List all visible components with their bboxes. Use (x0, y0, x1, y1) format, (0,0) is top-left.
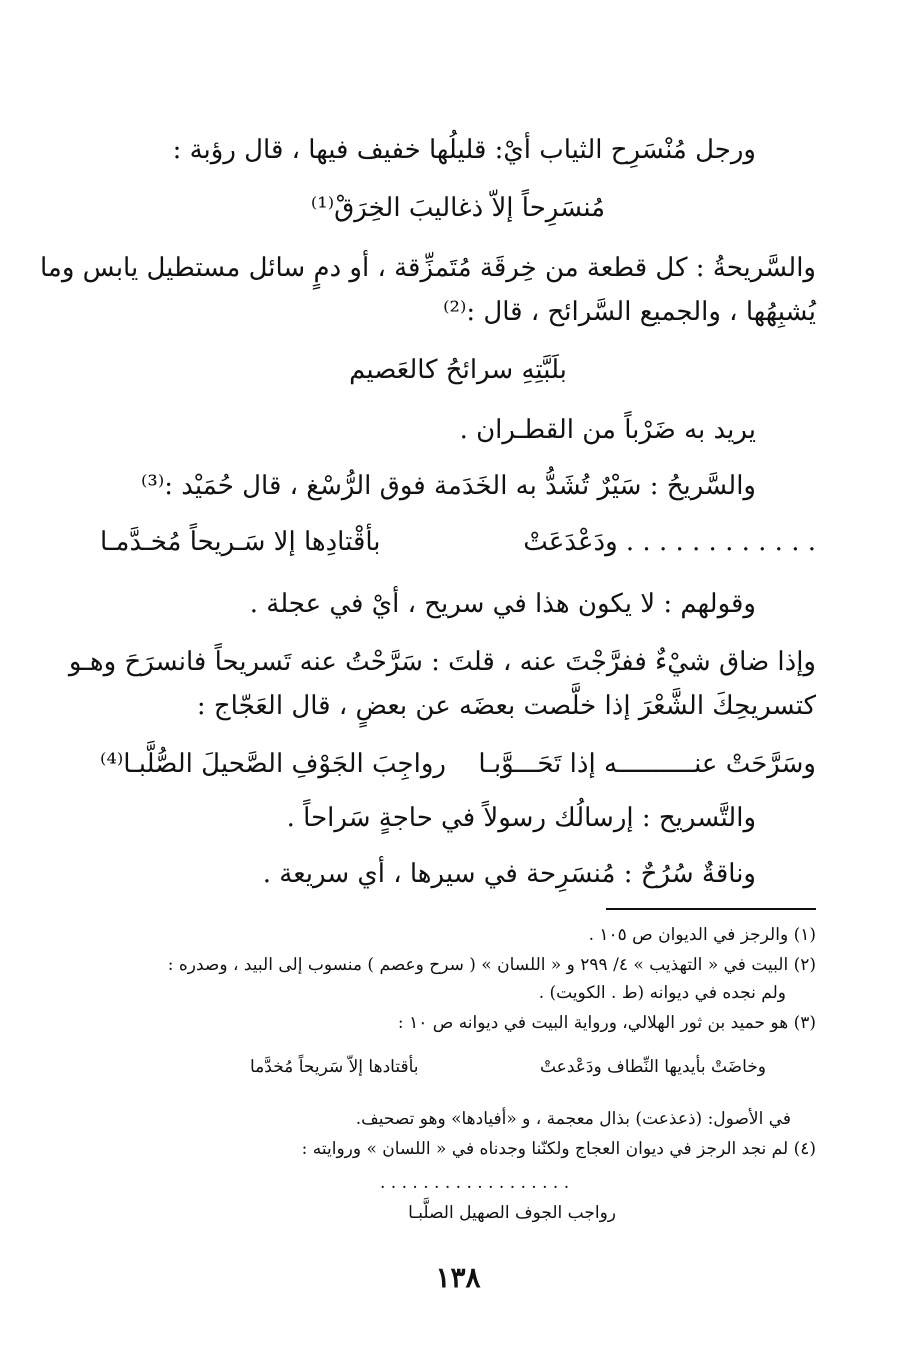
paragraph-tasrih-line-2: كتسريحِكَ الشَّعْرَ إذا خلَّصت بعضَه عن بعضٍ ، قال العَجّاج : (196, 691, 816, 721)
footnote-3-verse-left: بأقتادها إلاّ سَريحاً مُخدَّما (250, 1057, 419, 1077)
footnote-2-line-1: (٢) البيت في « التهذيب » ٤/ ٢٩٩ و « اللسان » ( سرح وعصم ) منسوب إلى البيد ، وصدره : (167, 955, 816, 975)
footnote-4: (٤) لم نجد الرجز في ديوان العجاج ولكنّنا وجدناه في « اللسان » وروايته : (301, 1139, 816, 1159)
verse-ajjaj-left: رواجِبَ الجَوْفِ الصَّحيلَ الصُّلَّبـا⁽⁴⁾ (100, 749, 446, 779)
verse-ajjaj (100, 746, 816, 782)
paragraph-irsal: والتَّسريح : إرسالُك رسولاً في حاجةٍ سَراحاً . (286, 803, 756, 833)
verse-humaid-left: بأقْتادِها إلا سَـريحاً مُخـدَّمـا (100, 527, 381, 557)
verse-sarai-h: بلَبَّتِهِ سرائحُ كالعَصيم (349, 355, 567, 385)
footnote-3-verse (250, 1054, 766, 1080)
paragraph-ajala: وقولهم : لا يكون هذا في سريح ، أيْ في عجلة . (249, 589, 756, 619)
verse-ruba: مُنسَرِحاً إلاّ ذغاليبَ الخِرَقْ⁽¹⁾ (310, 193, 606, 223)
paragraph-tasrih-line-1: وإذا ضاق شيْءٌ ففرَّجْتَ عنه ، قلتَ : سَرَّحْتُ عنه تَسريحاً فانسرَحَ وهـو (68, 647, 816, 677)
paragraph-rajul-munsarih: ورجل مُنْسَرِح الثياب أيْ: قليلُها خفيف فيها ، قال رؤبة : (172, 135, 756, 165)
verse-ajjaj-right: وسَرَّحَتْ عنــــــــــه إذا تَحَـــوَّبـا (478, 749, 816, 779)
footnote-4-dots: . . . . . . . . . . . . . . . . . . (380, 1173, 570, 1193)
footnote-3: (٣) هو حميد بن ثور الهلالي، ورواية البيت في ديوانه ص ١٠ : (397, 1013, 816, 1033)
footnote-4-verse: رواجب الجوف الصهيل الصلَّبـا (408, 1203, 616, 1223)
paragraph-naqa: وناقةٌ سُرُحٌ : مُنسَرِحة في سيرها ، أي سريعة . (262, 859, 756, 889)
verse-humaid (100, 524, 816, 560)
footnote-separator (606, 908, 816, 910)
footnote-2-line-2: ولم نجده في ديوانه (ط . الكويت) . (538, 983, 786, 1003)
paragraph-sariha-line-1: والسَّريحةُ : كل قطعة من خِرقَة مُتَمزِّقة ، أو دمٍ سائل مستطيل يابس وما (40, 253, 816, 283)
paragraph-sarih: والسَّريحُ : سَيْرٌ تُشَدُّ به الخَدَمة فوق الرُّسْغ ، قال حُمَيْد :⁽³⁾ (141, 471, 756, 501)
footnote-3-note: في الأصول: (ذعذعت) بذال معجمة ، و «أفيادها» وهو تصحيف. (355, 1109, 791, 1129)
footnote-1: (١) والرجز في الديوان ص ١٠٥ . (588, 925, 816, 945)
verse-humaid-right: . . . . . . . . . . . . ودَعْدَعَتْ (523, 527, 816, 557)
paragraph-qatran: يريد به ضَرْباً من القطـران . (459, 415, 756, 445)
page-number: ١٣٨ (435, 1261, 481, 1294)
footnote-3-verse-right: وخاضَتْ بأيديها النِّطاف ودَعْدعتْ (539, 1057, 766, 1077)
paragraph-sariha-line-2: يُشبِهُها ، والجميع السَّرائح ، قال :⁽²⁾ (443, 297, 816, 327)
